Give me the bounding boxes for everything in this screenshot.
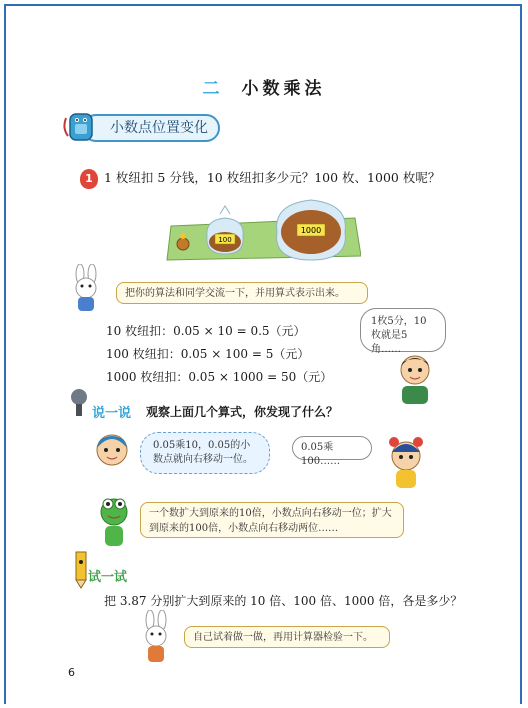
rabbit2-speech-bubble: 自己试着做一做，再用计算器检验一下。 bbox=[184, 626, 390, 648]
rabbit-mascot-icon bbox=[66, 264, 108, 314]
try-section-tag: 试一试 bbox=[88, 570, 128, 585]
equation-100: 100 枚纽扣：0.05 × 100 = 5（元） bbox=[106, 347, 310, 361]
question-badge: 1 bbox=[80, 169, 98, 189]
girl-speech-bubble: 0.05乘10，0.05的小数点就向右移动一位。 bbox=[140, 432, 270, 474]
bag-label-small: 100 bbox=[218, 236, 232, 244]
question-1 bbox=[80, 168, 440, 189]
chapter-number: 二 bbox=[202, 79, 224, 99]
frog-speech-bubble: 一个数扩大到原来的10倍，小数点向右移动一位；扩大到原来的100倍，小数点向右移动两位…… bbox=[140, 502, 404, 538]
question-1-text: 1 枚纽扣 5 分钱，10 枚纽扣多少元？100 枚、1000 枚呢？ bbox=[104, 170, 441, 185]
section-title: 小数点位置变化 bbox=[82, 114, 220, 142]
girl2-character-icon bbox=[384, 432, 428, 492]
rabbit-speech-bubble: 把你的算法和同学交流一下，并用算式表示出来。 bbox=[116, 282, 368, 304]
say-section-question: 观察上面几个算式，你发现了什么？ bbox=[146, 405, 339, 419]
rabbit2-mascot-icon bbox=[136, 610, 178, 666]
backpack-mascot-icon bbox=[62, 108, 104, 144]
equation-1000: 1000 枚纽扣：0.05 × 1000 = 50（元） bbox=[106, 370, 333, 384]
say-section-tag: 说一说 bbox=[92, 406, 132, 421]
equation-10: 10 枚纽扣：0.05 × 10 = 0.5（元） bbox=[106, 324, 306, 338]
buttons-scene-illustration bbox=[165, 196, 361, 264]
boy-character-icon bbox=[392, 350, 438, 406]
chapter-name: 小数乘法 bbox=[241, 79, 326, 99]
bag-label-large: 1000 bbox=[300, 226, 322, 235]
frog-character-icon bbox=[94, 494, 134, 550]
page-number: 6 bbox=[68, 666, 75, 679]
girl2-speech-bubble: 0.05乘100…… bbox=[292, 436, 372, 460]
chapter-title bbox=[0, 74, 528, 99]
microphone-icon bbox=[64, 386, 94, 418]
try-section-question: 把 3.87 分别扩大到原来的 10 倍、100 倍、1000 倍，各是多少？ bbox=[104, 594, 463, 608]
large-bag-icon bbox=[277, 200, 346, 260]
small-bag-icon bbox=[207, 206, 243, 254]
section-banner bbox=[62, 108, 212, 144]
boy-speech-bubble: 1枚5分，10枚就是5角…… bbox=[360, 308, 446, 352]
girl-character-icon bbox=[90, 428, 134, 480]
